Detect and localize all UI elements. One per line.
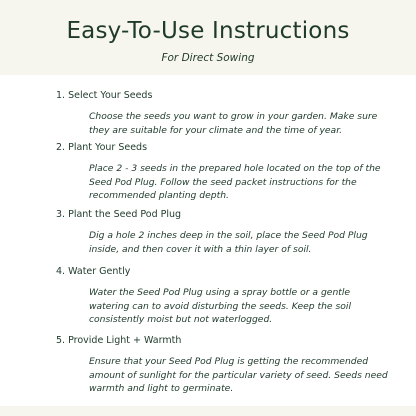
instructions-content [0, 75, 416, 406]
step-title: 1. Select Your Seeds [56, 90, 153, 101]
header [0, 0, 416, 75]
step-description: Place 2 - 3 seeds in the prepared hole located on the top of the Seed Pod Plug. Follow the seed packet instructions for the recommended planting depth. [89, 163, 381, 202]
step-description: Dig a hole 2 inches deep in the soil, place the Seed Pod Plug inside, and then cover it with a thin layer of soil. [89, 230, 368, 255]
step-title: 4. Water Gently [56, 266, 131, 277]
step-description: Choose the seeds you want to grow in your garden. Make sure they are suitable for your climate and the time of year. [89, 111, 378, 136]
page-subtitle: For Direct Sowing [161, 52, 255, 64]
step-title: 5. Provide Light + Warmth [56, 335, 182, 346]
step-title: 3. Plant the Seed Pod Plug [56, 209, 182, 220]
page-title: Easy-To-Use Instructions [66, 18, 350, 44]
step-title: 2. Plant Your Seeds [56, 142, 148, 153]
footer-band [0, 406, 416, 416]
step-description: Ensure that your Seed Pod Plug is getting the recommended amount of sunlight for the particular variety of seed. Seeds need warmth and light to germinate. [89, 356, 388, 395]
step-description: Water the Seed Pod Plug using a spray bottle or a gentle watering can to avoid disturbing the seeds. Keep the soil consistently moist but not waterlogged. [89, 287, 352, 326]
